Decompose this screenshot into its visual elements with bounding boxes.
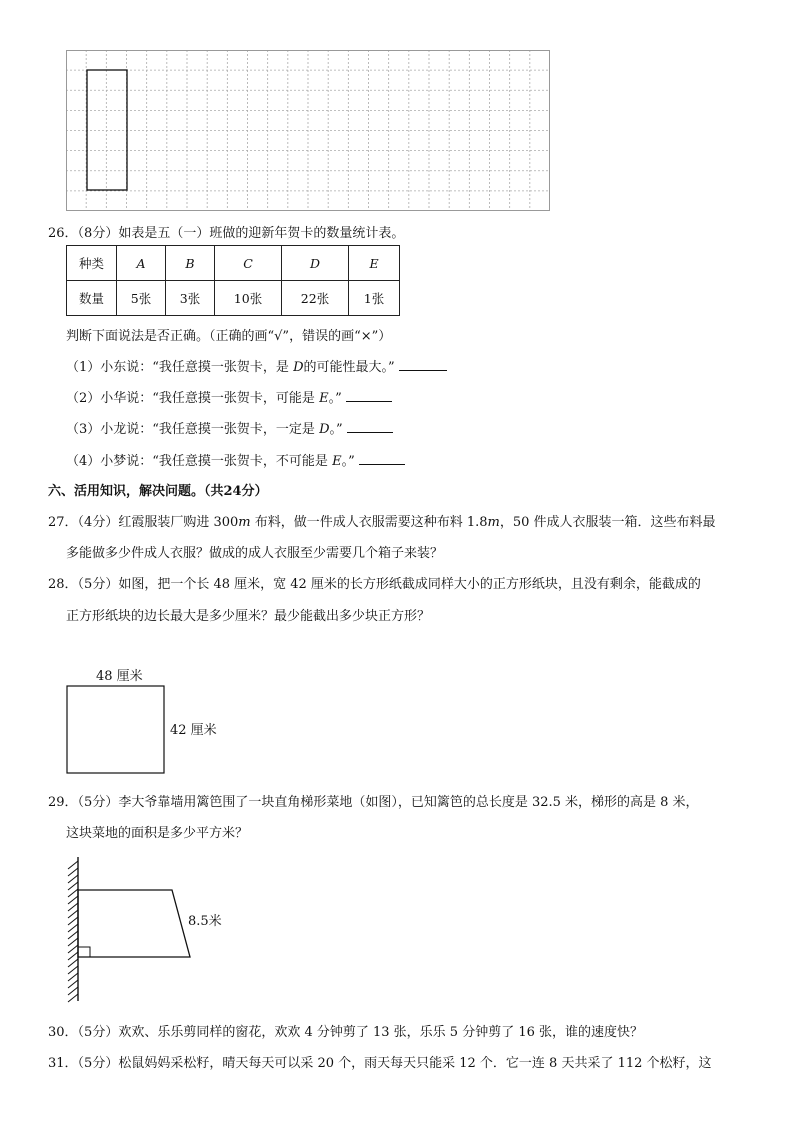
q27-text: 27．（4分）红霞服装厂购进 300 xyxy=(48,515,239,530)
table-cell: A xyxy=(117,246,166,281)
grid-lines xyxy=(66,50,550,211)
hatch-line xyxy=(68,896,78,904)
q26-item-var: E xyxy=(332,454,342,469)
hatch-line xyxy=(68,882,78,890)
q26-item-var: D xyxy=(319,422,330,437)
q26-item-text: （2）小华说：“我任意摸一张贺卡，可能是 xyxy=(66,391,320,406)
q26-item-2 xyxy=(66,387,392,406)
hatch-line xyxy=(68,987,78,995)
answer-blank[interactable] xyxy=(359,452,405,465)
q27-text: ，50 件成人衣服装一箱．这些布料最 xyxy=(499,515,716,530)
q27-unit: m xyxy=(238,515,251,530)
wall-hatching xyxy=(68,861,78,1002)
q29-line2: 这块菜地的面积是多少平方米？ xyxy=(66,826,249,841)
q26-item-text: （1）小东说：“我任意摸一张贺卡，是 xyxy=(66,360,294,375)
table-cell: 3张 xyxy=(166,281,215,316)
rect-top-label: 48 厘米 xyxy=(96,669,143,684)
q30-text: 30．（5分）欢欢、乐乐剪同样的窗花，欢欢 4 分钟剪了 13 张，乐乐 5 分钟剪了 16 张，谁的速度快？ xyxy=(48,1025,643,1040)
hatch-line xyxy=(68,938,78,946)
q26-item-text: （3）小龙说：“我任意摸一张贺卡，一定是 xyxy=(66,422,320,437)
hatch-line xyxy=(68,924,78,932)
q26-item-text: 。” xyxy=(341,454,355,469)
table-cell: 5张 xyxy=(117,281,166,316)
hatch-line xyxy=(68,952,78,960)
table-cell: D xyxy=(282,246,349,281)
hatch-line xyxy=(68,966,78,974)
q27-text: 布料，做一件成人衣服需要这种布料 1.8 xyxy=(250,515,488,530)
table-cell: E xyxy=(349,246,400,281)
section-heading: 六、活用知识，解决问题。（共24分） xyxy=(48,484,268,499)
q26-item-text: 的可能性最大。” xyxy=(303,360,395,375)
q26-item-var: E xyxy=(319,391,329,406)
q26-item-4 xyxy=(66,450,405,469)
table-cell: B xyxy=(166,246,215,281)
rect-shape xyxy=(67,686,164,773)
trapezoid-shape xyxy=(78,890,190,957)
hatch-line xyxy=(68,903,78,911)
trapezoid-diagram xyxy=(60,855,250,1005)
q27-line2: 多能做多少件成人衣服？做成的成人衣服至少需要几个箱子来装？ xyxy=(66,546,444,561)
table-cell: 22张 xyxy=(282,281,349,316)
q26-item-text: （4）小梦说：“我任意摸一张贺卡，不可能是 xyxy=(66,454,333,469)
stats-table xyxy=(66,245,400,316)
table-row-label: 种类 xyxy=(67,246,117,281)
right-angle-mark xyxy=(78,947,90,957)
q28-line1: 28．（5分）如图，把一个长 48 厘米，宽 42 厘米的长方形纸截成同样大小的正方形纸块，且没有剩余，能截成的 xyxy=(48,577,701,592)
table-row xyxy=(67,246,400,281)
grid-rectangle xyxy=(87,70,127,190)
table-row xyxy=(67,281,400,316)
hatch-line xyxy=(68,980,78,988)
q28-line2: 正方形纸块的边长最大是多少厘米？最少能截出多少块正方形？ xyxy=(66,609,431,624)
table-cell: 10张 xyxy=(215,281,282,316)
hatch-line xyxy=(68,917,78,925)
q29-line1: 29．（5分）李大爷靠墙用篱笆围了一块直角梯形菜地（如图），已知篱笆的总长度是 32.5 米，梯形的高是 8 米， xyxy=(48,795,699,810)
q26-item-1 xyxy=(66,356,447,375)
q26-instruction: 判断下面说法是否正确。（正确的画“√”，错误的画“×”） xyxy=(66,329,392,344)
q27-line1 xyxy=(48,511,716,530)
answer-blank[interactable] xyxy=(347,420,393,433)
hatch-line xyxy=(68,861,78,869)
hatch-line xyxy=(68,945,78,953)
answer-blank[interactable] xyxy=(346,389,392,402)
hatch-line xyxy=(68,959,78,967)
hatch-line xyxy=(68,889,78,897)
q26-item-text: 。” xyxy=(329,422,343,437)
q27-unit: m xyxy=(487,515,500,530)
q26-item-text: 。” xyxy=(328,391,342,406)
grid-figure xyxy=(66,50,550,211)
q26-header: 26．（8分）如表是五（一）班做的迎新年贺卡的数量统计表。 xyxy=(48,226,405,241)
trapezoid-side-label: 8.5米 xyxy=(188,914,222,929)
answer-blank[interactable] xyxy=(399,358,447,371)
table-cell: C xyxy=(215,246,282,281)
hatch-line xyxy=(68,931,78,939)
q26-item-3 xyxy=(66,418,393,437)
table-cell: 1张 xyxy=(349,281,400,316)
table-row-label: 数量 xyxy=(67,281,117,316)
rectangle-diagram xyxy=(60,662,230,782)
rect-side-label: 42 厘米 xyxy=(170,723,217,738)
hatch-line xyxy=(68,973,78,981)
hatch-line xyxy=(68,994,78,1002)
q26-item-var: D xyxy=(293,360,304,375)
hatch-line xyxy=(68,868,78,876)
q31-text: 31．（5分）松鼠妈妈采松籽，晴天每天可以采 20 个，雨天每天只能采 12 个．它一连 8 天共采了 112 个松籽，这 xyxy=(48,1056,712,1071)
hatch-line xyxy=(68,910,78,918)
hatch-line xyxy=(68,875,78,883)
